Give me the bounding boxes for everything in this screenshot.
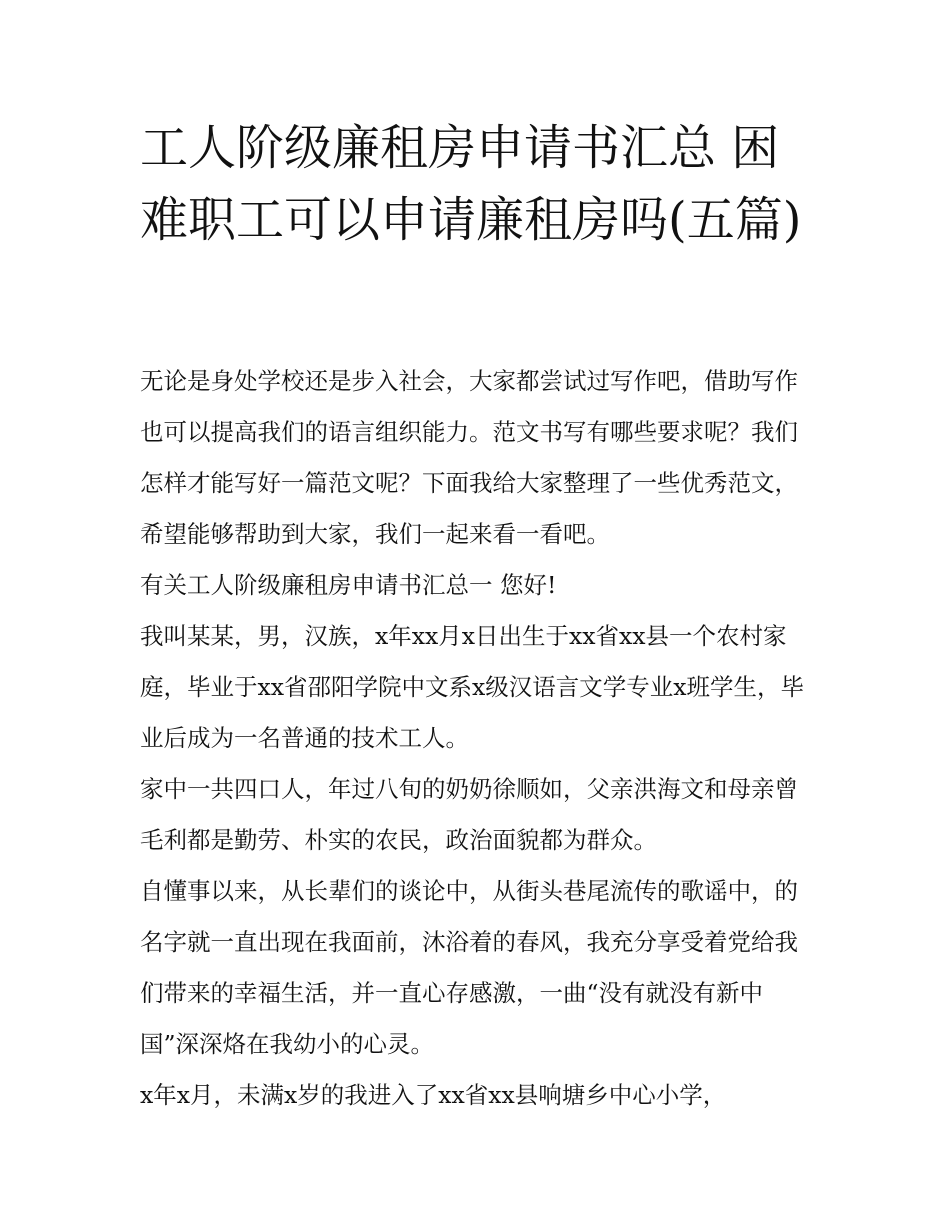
paragraph-school: x年x月，未满x岁的我进入了xx省xx县响塘乡中心小学，	[140, 1081, 727, 1109]
paragraph-intro: 无论是身处学校还是步入社会，大家都尝试过写作吧，借助写作也可以提高我们的语言组织能力。范文书写有哪些要求呢？我们怎样才能写好一篇范文呢？下面我给大家整理了一些优秀范文，希望能够帮助到大家，我们一起来看一看吧。	[140, 367, 798, 548]
document-title: 工人阶级廉租房申请书汇总 困难职工可以申请廉租房吗(五篇)	[140, 120, 802, 248]
paragraph-family: 家中一共四口人，年过八旬的奶奶徐顺如，父亲洪海文和母亲曾毛利都是勤劳、朴实的农民，政治面貌都为群众。	[140, 775, 798, 854]
document-page	[140, 0, 820, 1229]
document-body	[140, 356, 815, 1121]
paragraph-childhood: 自懂事以来，从长辈们的谈论中，从街头巷尾流传的歌谣中，的名字就一直出现在我面前，沐浴着的春风，我充分享受着党给我们带来的幸福生活，并一直心存感激，一曲“没有就没有新中国”深深烙在我幼小的心灵。	[140, 877, 798, 1058]
paragraph-greeting: 有关工人阶级廉租房申请书汇总一 您好!	[140, 571, 557, 599]
paragraph-self-introduction: 我叫某某，男，汉族，x年xx月x日出生于xx省xx县一个农村家庭，毕业于xx省邵阳学院中文系x级汉语言文学专业x班学生，毕业后成为一名普通的技术工人。	[140, 622, 805, 752]
